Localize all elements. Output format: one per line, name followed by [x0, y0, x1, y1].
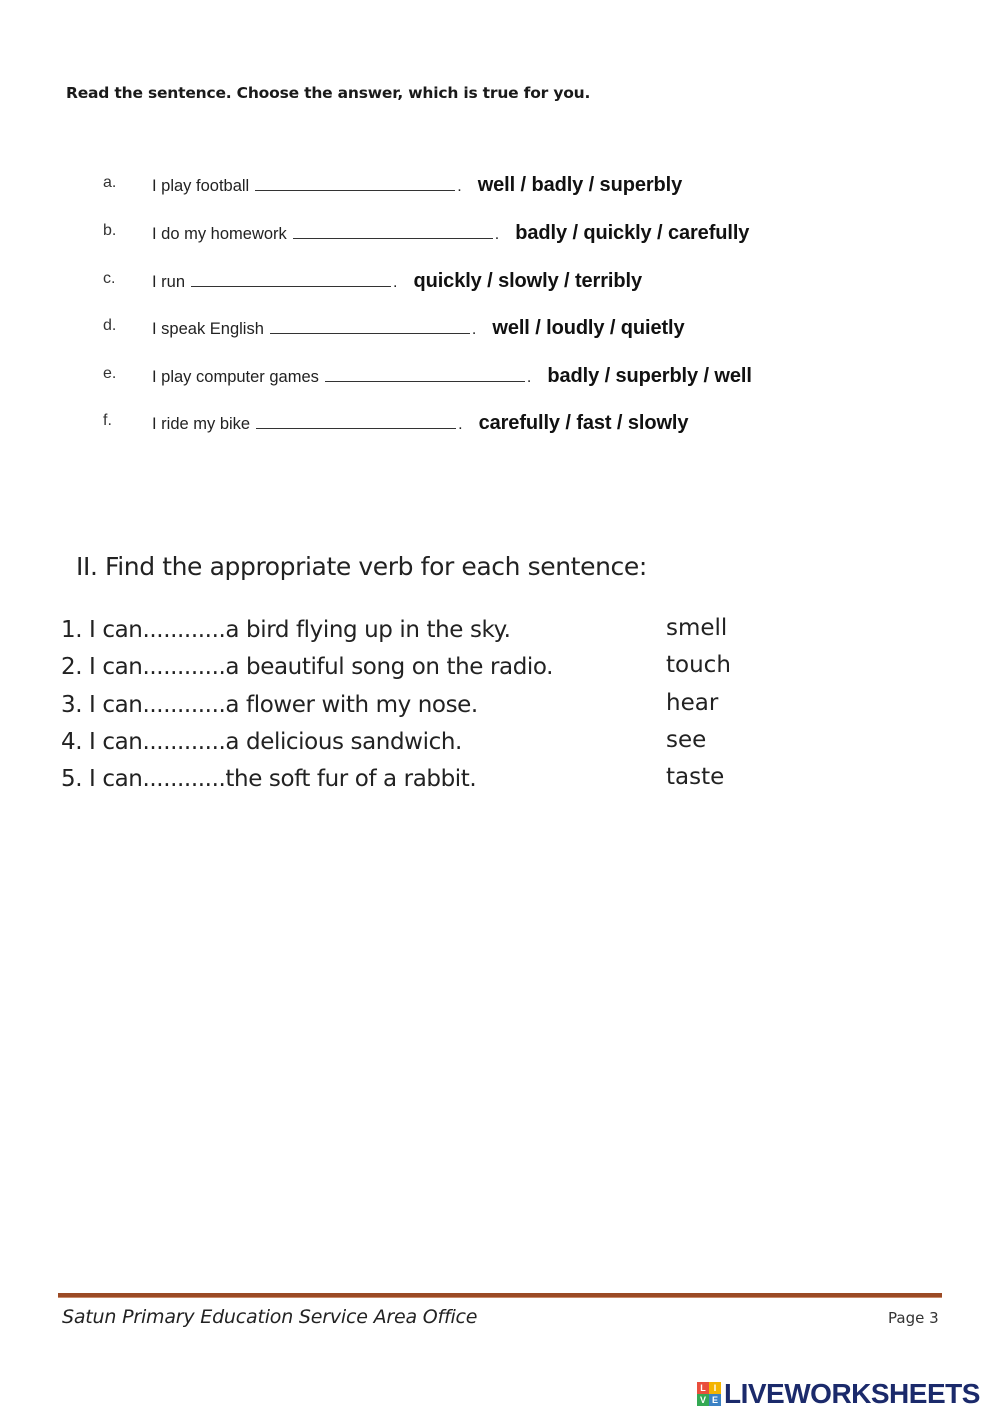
verb-sentence-row: [0, 692, 1000, 728]
answer-options: well / badly / superbly: [477, 174, 683, 196]
period: .: [457, 178, 462, 195]
instruction-text: Read the sentence. Choose the answer, which is true for you.: [66, 84, 591, 102]
brand-name: LIVEWORKSHEETS: [724, 1378, 980, 1409]
answer-blank[interactable]: [255, 174, 455, 191]
verb-option[interactable]: see: [666, 727, 707, 753]
verb-option[interactable]: taste: [666, 764, 725, 790]
answer-options: badly / superbly / well: [547, 365, 752, 387]
verb-option[interactable]: touch: [666, 652, 731, 678]
answer-blank[interactable]: [191, 270, 391, 287]
logo-cell: E: [709, 1394, 721, 1406]
exercise-row: [0, 264, 1000, 294]
item-stem: [152, 174, 682, 197]
item-stem: [152, 317, 685, 340]
answer-blank[interactable]: [256, 412, 456, 429]
item-letter: b.: [103, 222, 117, 239]
footer-page-number: Page 3: [888, 1309, 939, 1327]
answer-options: well / loudly / quietly: [492, 317, 685, 339]
section-title: II. Find the appropriate verb for each sentence:: [76, 552, 647, 581]
answer-options: quickly / slowly / terribly: [413, 270, 642, 292]
item-letter: a.: [103, 174, 117, 191]
answer-options: carefully / fast / slowly: [478, 412, 689, 434]
item-letter: d.: [103, 317, 117, 334]
item-letter: c.: [103, 270, 116, 287]
period: .: [458, 416, 463, 433]
item-letter: e.: [103, 365, 117, 382]
item-letter: f.: [103, 412, 112, 429]
answer-blank[interactable]: [325, 365, 525, 382]
exercise-row: [0, 168, 1000, 198]
stem-text: I speak English: [152, 320, 264, 338]
liveworksheets-logo-icon: [697, 1382, 721, 1406]
logo-cell: I: [709, 1382, 721, 1394]
stem-text: I ride my bike: [152, 415, 251, 433]
item-stem: [152, 222, 749, 245]
logo-cell: L: [697, 1382, 709, 1394]
stem-text: I run: [152, 273, 186, 291]
verb-sentence: 1. I can............a bird flying up in the sky.: [61, 617, 511, 643]
verb-sentence: 5. I can............the soft fur of a rabbit.: [61, 766, 477, 792]
stem-text: I do my homework: [152, 225, 287, 243]
verb-sentence-row: [0, 617, 1000, 653]
period: .: [526, 369, 532, 386]
item-stem: [152, 365, 752, 388]
verb-sentence: 4. I can............a delicious sandwich.: [61, 729, 462, 755]
verb-sentence-row: [0, 729, 1000, 765]
verb-sentence-row: [0, 654, 1000, 690]
answer-blank[interactable]: [270, 317, 470, 334]
logo-cell: V: [697, 1394, 709, 1406]
liveworksheets-brand[interactable]: [697, 1378, 980, 1410]
stem-text: I play football: [152, 177, 250, 195]
exercise-row: [0, 359, 1000, 389]
stem-text: I play computer games: [152, 368, 319, 386]
exercise-row: [0, 406, 1000, 436]
footer-divider: [58, 1293, 942, 1298]
verb-option[interactable]: smell: [666, 615, 728, 641]
answer-options: badly / quickly / carefully: [515, 222, 750, 244]
exercise-row: [0, 311, 1000, 341]
verb-option[interactable]: hear: [666, 690, 719, 716]
verb-sentence: 3. I can............a flower with my nose.: [61, 692, 478, 718]
period: .: [393, 274, 398, 291]
footer-office-name: Satun Primary Education Service Area Office: [62, 1306, 478, 1328]
item-stem: [152, 270, 642, 293]
verb-sentence-row: [0, 766, 1000, 802]
verb-sentence: 2. I can............a beautiful song on the radio.: [61, 654, 554, 680]
period: .: [494, 226, 500, 243]
answer-blank[interactable]: [293, 222, 493, 239]
period: .: [471, 321, 477, 338]
exercise-row: [0, 216, 1000, 246]
item-stem: [152, 412, 688, 435]
